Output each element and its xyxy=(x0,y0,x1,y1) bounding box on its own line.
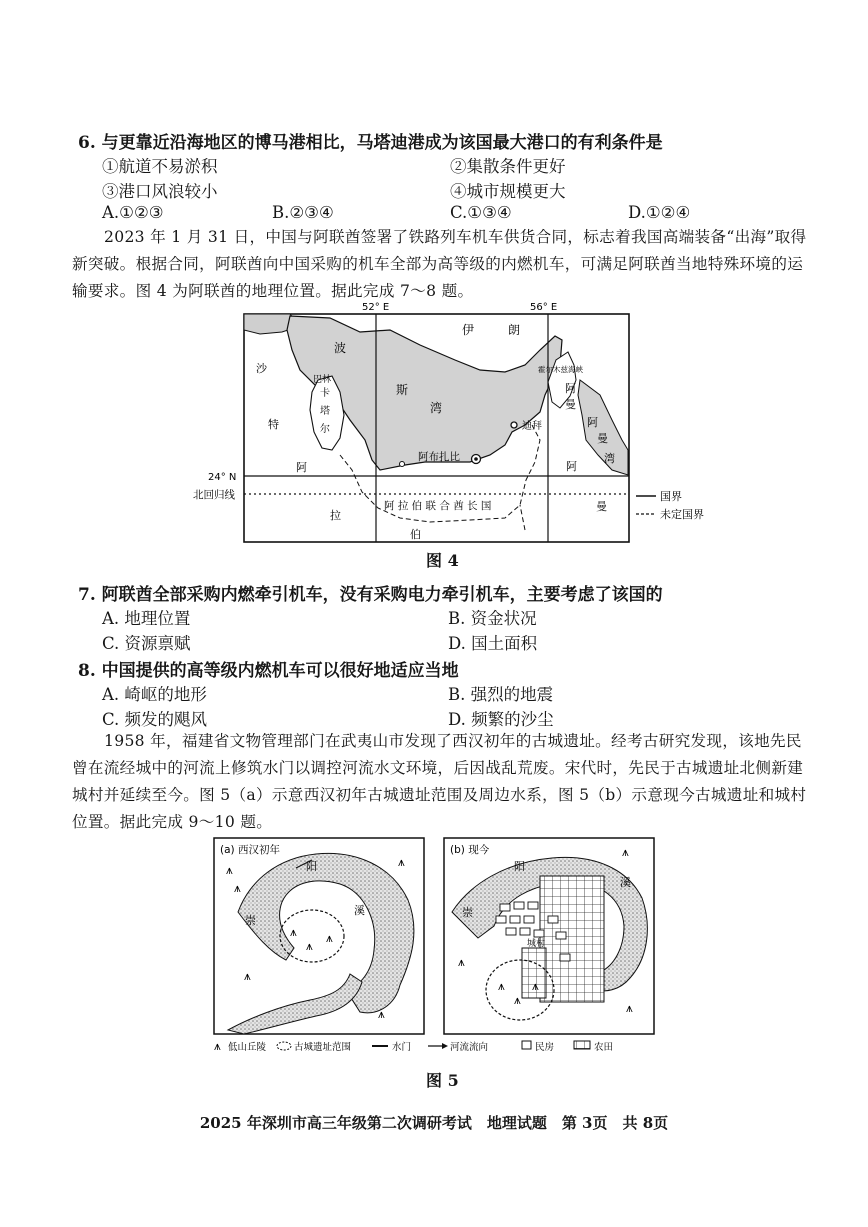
svg-text:⩚: ⩚ xyxy=(532,979,539,993)
gulf-of-oman-label-1: 阿 xyxy=(587,416,598,429)
river-b-char-1: 阳 xyxy=(514,860,525,873)
q7-choice-a: A. 地理位置 xyxy=(102,609,191,628)
q8-choice-a: A. 崎岖的地形 xyxy=(102,685,207,704)
q6-choice-a: A.①②③ xyxy=(102,203,164,222)
q8-choice-c: C. 频发的飓风 xyxy=(102,710,208,729)
svg-text:⩚: ⩚ xyxy=(514,993,521,1007)
legend-border: 国界 xyxy=(660,490,682,503)
qatar-label-1: 卡 xyxy=(320,388,330,399)
gulf-of-oman-label-3: 湾 xyxy=(604,452,615,465)
q6-choice-c: C.①③④ xyxy=(450,203,512,222)
iran-label-2: 朗 xyxy=(508,323,521,337)
q6-item-4: ④城市规模更大 xyxy=(450,182,566,201)
q6-item-3: ③港口风浪较小 xyxy=(102,182,218,201)
legend-hills: 低山丘陵 xyxy=(228,1042,267,1053)
dubai-label: 迪拜 xyxy=(522,421,542,432)
panel-b-label: (b) 现今 xyxy=(450,844,490,856)
q7-stem: 7. 阿联酋全部采购内燃牵引机车，没有采购电力牵引机车，主要考虑了该国的 xyxy=(78,585,663,605)
svg-text:⩚: ⩚ xyxy=(290,925,297,939)
svg-text:⩚: ⩚ xyxy=(214,1039,221,1053)
arabia-label-1: 阿 xyxy=(296,461,307,474)
river-b-char-0: 崇 xyxy=(462,906,473,919)
hormuz-label: 霍尔木兹海峡 xyxy=(538,365,583,374)
svg-text:⩚: ⩚ xyxy=(458,955,465,969)
legend-undetermined-border: 未定国界 xyxy=(660,508,704,521)
oman-s-label-2: 曼 xyxy=(596,500,607,513)
q8-choice-b: B. 强烈的地震 xyxy=(448,685,554,704)
gulf-label-1: 波 xyxy=(334,341,347,355)
qatar-label-3: 尔 xyxy=(320,424,330,435)
svg-text:⩚: ⩚ xyxy=(244,969,251,983)
svg-text:⩚: ⩚ xyxy=(622,845,629,859)
oman-n-label-2: 曼 xyxy=(565,398,576,411)
legend-flow-direction: 河流流向 xyxy=(450,1042,489,1053)
figure-5-legend xyxy=(214,1039,613,1053)
saudi-label-2: 特 xyxy=(268,418,279,431)
lon-52e-label: 52° E xyxy=(362,302,390,313)
river-a-char-0: 崇 xyxy=(245,914,256,927)
passage-9-10: 1958 年，福建省文物管理部门在武夷山市发现了西汉初年的古城遗址。经考古研究发现，该地先民曾在流经城中的河流上修筑水门以调控河流水文环境，后因战乱荒废。宋代时，先民于古城遗址北侧新建城村并延续至今。图 5（a）示意西汉初年古城遗址范围及周边水系，图 5（b）示意现今古城遗址和城村位置。据此完成 9～10 题。 xyxy=(72,732,807,831)
gulf-label-3: 湾 xyxy=(430,401,443,415)
river-a-char-2: 溪 xyxy=(354,904,365,917)
q6-stem: 6. 与更靠近沿海地区的博马港相比，马塔迪港成为该国最大港口的有利条件是 xyxy=(78,133,663,153)
panel-a-label: (a) 西汉初年 xyxy=(220,844,280,856)
arabia-label-3: 伯 xyxy=(410,528,421,541)
q6-item-1: ①航道不易淤积 xyxy=(102,157,218,176)
page-footer: 2025 年深圳市高三年级第二次调研考试 地理试题 第 3页 共 8页 xyxy=(199,1114,669,1132)
lon-56e-label: 56° E xyxy=(530,302,558,313)
river-a-char-1: 阳 xyxy=(306,860,317,873)
uae-label: 阿 拉 伯 联 合 酋 长 国 xyxy=(384,500,492,512)
bahrain-label: 巴林 xyxy=(313,375,332,385)
q8-stem: 8. 中国提供的高等级内燃机车可以很好地适应当地 xyxy=(78,661,459,681)
figure-4-caption: 图 4 xyxy=(426,551,459,570)
svg-text:⩚: ⩚ xyxy=(626,1001,633,1015)
svg-text:⩚: ⩚ xyxy=(234,881,241,895)
q7-choice-d: D. 国土面积 xyxy=(448,634,538,653)
legend-water-gate: 水门 xyxy=(392,1042,412,1053)
village-label: 城村 xyxy=(527,939,546,949)
passage-7-8: 2023 年 1 月 31 日，中国与阿联酋签署了铁路列车机车供货合同，标志着我国高端装备“出海”取得新突破。根据合同，阿联酋向中国采购的机车全部为高等级的内燃机车，可满足阿联酋当地特殊环境的运输要求。图 4 为阿联酋的地理位置。据此完成 7～8 题。 xyxy=(72,228,807,300)
saudi-label-1: 沙 xyxy=(256,362,267,375)
abu-dhabi-label: 阿布扎比 xyxy=(418,451,460,463)
legend-ancient-city: 古城遗址范围 xyxy=(294,1042,352,1053)
lat-24n-label: 24° N xyxy=(208,472,237,483)
river-b-char-2: 溪 xyxy=(620,876,631,889)
q6-item-2: ②集散条件更好 xyxy=(450,157,566,176)
arabia-label-2: 拉 xyxy=(330,509,341,522)
figure-5a-panel xyxy=(214,838,424,1034)
svg-text:⩚: ⩚ xyxy=(398,855,405,869)
qatar-label-2: 塔 xyxy=(320,406,330,417)
q7-choice-c: C. 资源禀赋 xyxy=(102,634,191,653)
q6-choice-b: B.②③④ xyxy=(272,203,334,222)
svg-text:⩚: ⩚ xyxy=(378,1007,385,1021)
svg-text:⩚: ⩚ xyxy=(226,863,233,877)
farmland xyxy=(540,876,604,1002)
q8-choice-d: D. 频繁的沙尘 xyxy=(448,710,554,729)
figure-5b-panel xyxy=(444,838,654,1034)
q6-choice-d: D.①②④ xyxy=(628,203,691,222)
oman-s-label-1: 阿 xyxy=(566,460,577,473)
q7-choice-b: B. 资金状况 xyxy=(448,609,537,628)
gulf-label-2: 斯 xyxy=(396,383,409,397)
legend-houses: 民房 xyxy=(535,1042,555,1053)
oman-n-label-1: 阿 xyxy=(565,382,576,395)
svg-text:⩚: ⩚ xyxy=(306,939,313,953)
tropic-label: 北回归线 xyxy=(193,489,235,501)
svg-text:⩚: ⩚ xyxy=(498,979,505,993)
figure-5-caption: 图 5 xyxy=(426,1071,459,1090)
gulf-of-oman-label-2: 曼 xyxy=(597,432,608,445)
legend-farmland: 农田 xyxy=(594,1042,614,1053)
svg-text:⩚: ⩚ xyxy=(326,931,333,945)
iran-label-1: 伊 xyxy=(462,323,475,337)
